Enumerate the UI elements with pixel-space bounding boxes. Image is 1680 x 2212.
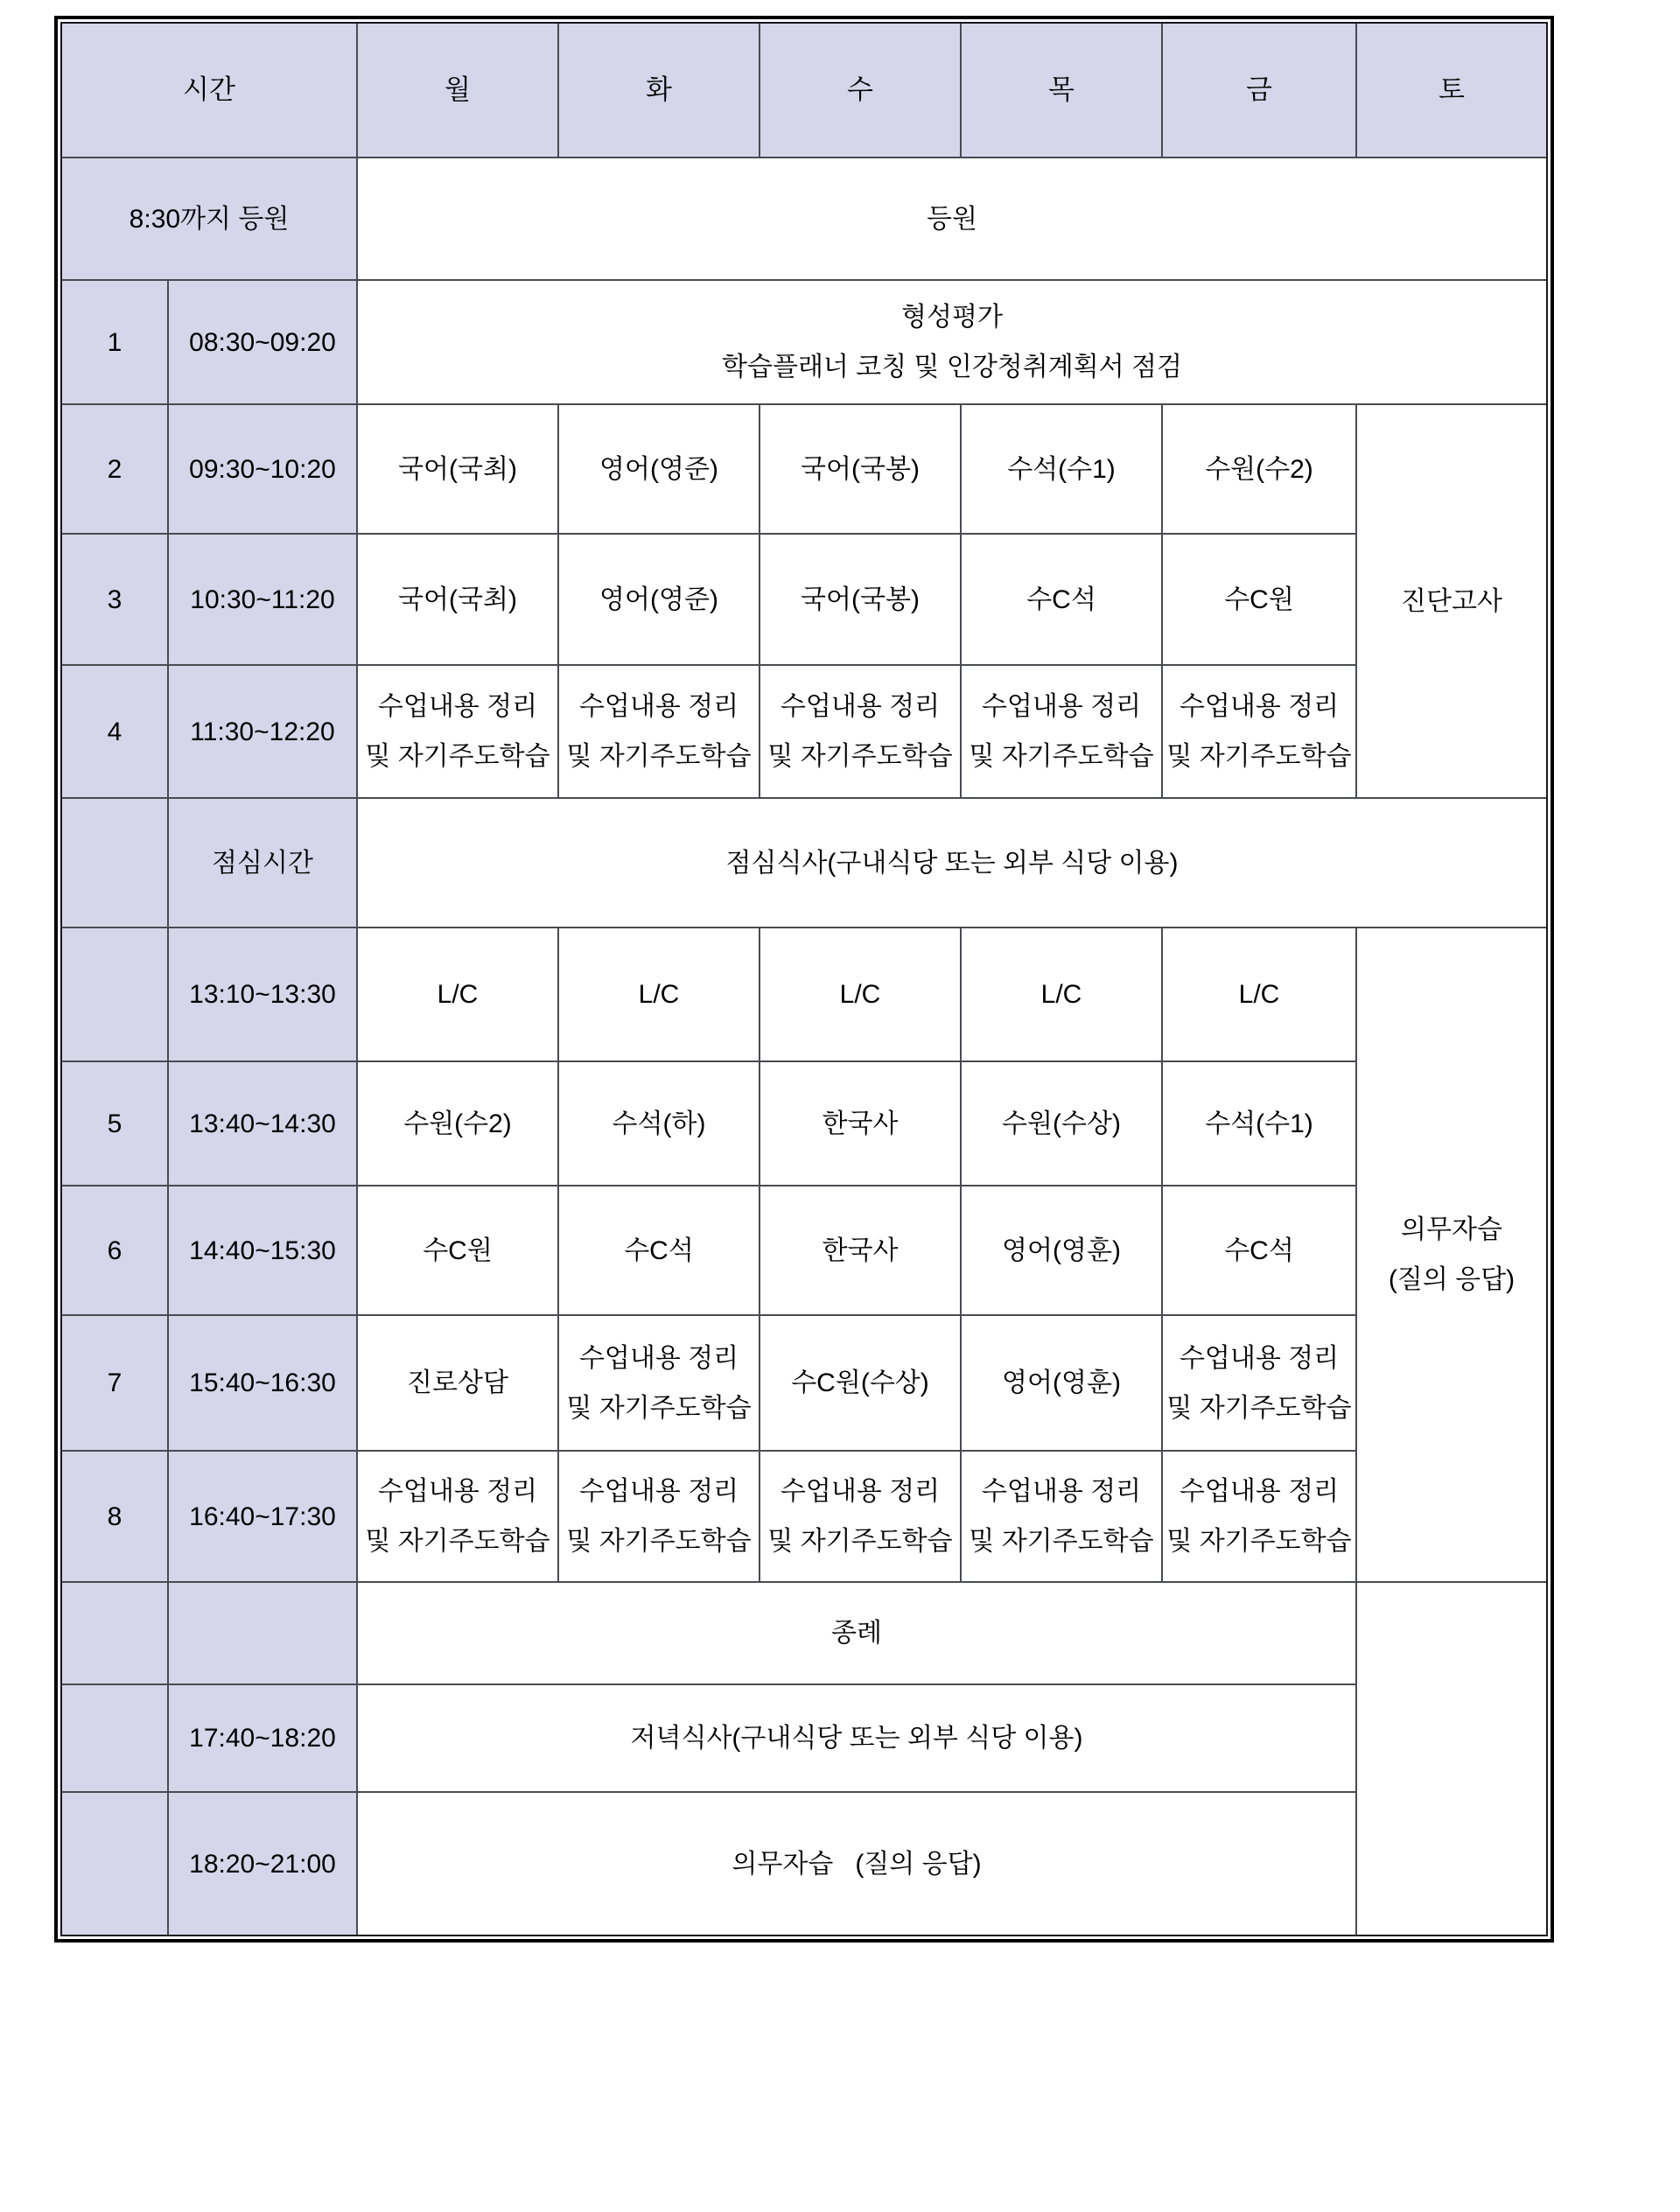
cell-period5-tue: 수석(하) (559, 1062, 759, 1185)
cell-period6-tue: 수C석 (559, 1186, 759, 1314)
cell-period4-mon (358, 666, 557, 797)
cell-period2-fri: 수원(수2) (1163, 405, 1355, 533)
header-cell-sat: 토 (1357, 24, 1546, 157)
cell-period8-mon (358, 1452, 557, 1581)
self-study-line2: 및 자기주도학습 (566, 1393, 752, 1423)
cell-period1-all-days (358, 281, 1546, 403)
cell-period8-wed (760, 1452, 960, 1581)
self-study-line2: 및 자기주도학습 (969, 1527, 1154, 1556)
period-number-6: 6 (62, 1186, 167, 1314)
self-study-line1: 수업내용 정리 (780, 1477, 941, 1506)
header-cell-thu: 목 (962, 24, 1161, 157)
time-range-period8: 16:40~17:30 (169, 1452, 356, 1581)
self-study-line1: 수업내용 정리 (377, 692, 538, 721)
row-label-lunch: 점심시간 (169, 799, 356, 927)
self-study-line2: 및 자기주도학습 (566, 742, 752, 771)
self-study-line2: 및 자기주도학습 (767, 1527, 953, 1556)
cell-period4-tue (559, 666, 759, 797)
self-study-line2: 및 자기주도학습 (365, 1527, 550, 1556)
cell-period7-wed: 수C원(수상) (760, 1316, 960, 1450)
cell-period5-fri: 수석(수1) (1163, 1062, 1355, 1185)
time-range-evening-study: 18:20~21:00 (169, 1793, 356, 1935)
self-study-line2: 및 자기주도학습 (566, 1527, 752, 1556)
cell-period4-thu (962, 666, 1161, 797)
self-study-line1: 수업내용 정리 (1179, 1477, 1340, 1506)
row-label-arrival: 8:30까지 등원 (62, 158, 356, 279)
cell-period4-fri (1163, 666, 1355, 797)
cell-dinner-weekdays: 저녁식사(구내식당 또는 외부 식당 이용) (358, 1685, 1355, 1791)
time-range-period4: 11:30~12:20 (169, 666, 356, 797)
cell-period3-thu: 수C석 (962, 535, 1161, 664)
cell-period3-wed: 국어(국봉) (760, 535, 960, 664)
cell-period8-tue (559, 1452, 759, 1581)
cell-period7-mon: 진로상담 (358, 1316, 557, 1450)
time-range-period3: 10:30~11:20 (169, 535, 356, 664)
cell-period7-tue (559, 1316, 759, 1450)
timetable-outer-border (54, 16, 1554, 1942)
self-study-line2: 및 자기주도학습 (365, 742, 550, 771)
self-study-line1: 수업내용 정리 (780, 692, 941, 721)
cell-period3-fri: 수C원 (1163, 535, 1355, 664)
cell-period2-wed: 국어(국봉) (760, 405, 960, 533)
self-study-line1: 수업내용 정리 (1179, 692, 1340, 721)
self-study-line2: 및 자기주도학습 (1166, 1527, 1352, 1556)
cell-arrival-all-days: 등원 (358, 158, 1546, 279)
cell-closing-weekdays: 종례 (358, 1583, 1355, 1684)
header-cell-time: 시간 (62, 24, 356, 157)
cell-period1-line1: 형성평가 (901, 303, 1003, 332)
time-range-listening: 13:10~13:30 (169, 928, 356, 1060)
cell-period5-mon: 수원(수2) (358, 1062, 557, 1185)
cell-listening-tue: L/C (559, 928, 759, 1060)
cell-period3-tue: 영어(영준) (559, 535, 759, 664)
period-number-8: 8 (62, 1452, 167, 1581)
header-cell-wed: 수 (760, 24, 960, 157)
cell-period6-mon: 수C원 (358, 1186, 557, 1314)
cell-listening-mon: L/C (358, 928, 557, 1060)
self-study-line2: 및 자기주도학습 (1166, 742, 1352, 771)
sat-study-line1: 의무자습 (1401, 1215, 1502, 1244)
cell-blank-closing-time (169, 1583, 356, 1684)
timetable-grid (60, 22, 1548, 1936)
cell-sat-bottom-blank (1357, 1583, 1546, 1935)
cell-sat-diagnostic-exam: 진단고사 (1357, 405, 1546, 797)
cell-blank-evening-num (62, 1793, 167, 1935)
self-study-line1: 수업내용 정리 (578, 1477, 739, 1506)
self-study-line1: 수업내용 정리 (578, 692, 739, 721)
cell-period6-thu: 영어(영훈) (962, 1186, 1161, 1314)
self-study-line1: 수업내용 정리 (981, 692, 1142, 721)
time-range-period2: 09:30~10:20 (169, 405, 356, 533)
cell-blank-listening-num (62, 928, 167, 1060)
cell-listening-thu: L/C (962, 928, 1161, 1060)
cell-listening-wed: L/C (760, 928, 960, 1060)
cell-period2-mon: 국어(국최) (358, 405, 557, 533)
cell-period7-fri (1163, 1316, 1355, 1450)
cell-period4-wed (760, 666, 960, 797)
time-range-period5: 13:40~14:30 (169, 1062, 356, 1185)
cell-lunch-all-days: 점심식사(구내식당 또는 외부 식당 이용) (358, 799, 1546, 927)
cell-period8-thu (962, 1452, 1161, 1581)
period-number-3: 3 (62, 535, 167, 664)
cell-period5-thu: 수원(수상) (962, 1062, 1161, 1185)
period-number-7: 7 (62, 1316, 167, 1450)
period-number-4: 4 (62, 666, 167, 797)
self-study-line1: 수업내용 정리 (1179, 1343, 1340, 1373)
self-study-line1: 수업내용 정리 (981, 1477, 1142, 1506)
cell-period1-line2: 학습플래너 코칭 및 인강청취계획서 점검 (722, 353, 1182, 382)
cell-blank-dinner-num (62, 1685, 167, 1791)
cell-period5-wed: 한국사 (760, 1062, 960, 1185)
header-cell-fri: 금 (1163, 24, 1355, 157)
header-cell-tue: 화 (559, 24, 759, 157)
cell-listening-fri: L/C (1163, 928, 1355, 1060)
time-range-period6: 14:40~15:30 (169, 1186, 356, 1314)
cell-period3-mon: 국어(국최) (358, 535, 557, 664)
time-range-period1: 08:30~09:20 (169, 281, 356, 403)
cell-evening-study-weekdays: 의무자습 (질의 응답) (358, 1793, 1355, 1935)
cell-period6-wed: 한국사 (760, 1186, 960, 1314)
cell-period6-fri: 수C석 (1163, 1186, 1355, 1314)
period-number-1: 1 (62, 281, 167, 403)
cell-blank-closing-num (62, 1583, 167, 1684)
self-study-line1: 수업내용 정리 (578, 1343, 739, 1373)
cell-period8-fri (1163, 1452, 1355, 1581)
self-study-line2: 및 자기주도학습 (767, 742, 953, 771)
period-number-5: 5 (62, 1062, 167, 1185)
self-study-line1: 수업내용 정리 (377, 1477, 538, 1506)
cell-sat-mandatory-self-study (1357, 928, 1546, 1581)
time-range-dinner: 17:40~18:20 (169, 1685, 356, 1791)
time-range-period7: 15:40~16:30 (169, 1316, 356, 1450)
cell-period2-tue: 영어(영준) (559, 405, 759, 533)
cell-blank-lunch-num (62, 799, 167, 927)
cell-period7-thu: 영어(영훈) (962, 1316, 1161, 1450)
cell-period2-thu: 수석(수1) (962, 405, 1161, 533)
self-study-line2: 및 자기주도학습 (969, 742, 1154, 771)
sat-study-line2: (질의 응답) (1388, 1265, 1516, 1294)
period-number-2: 2 (62, 405, 167, 533)
header-cell-mon: 월 (358, 24, 557, 157)
self-study-line2: 및 자기주도학습 (1166, 1393, 1352, 1423)
